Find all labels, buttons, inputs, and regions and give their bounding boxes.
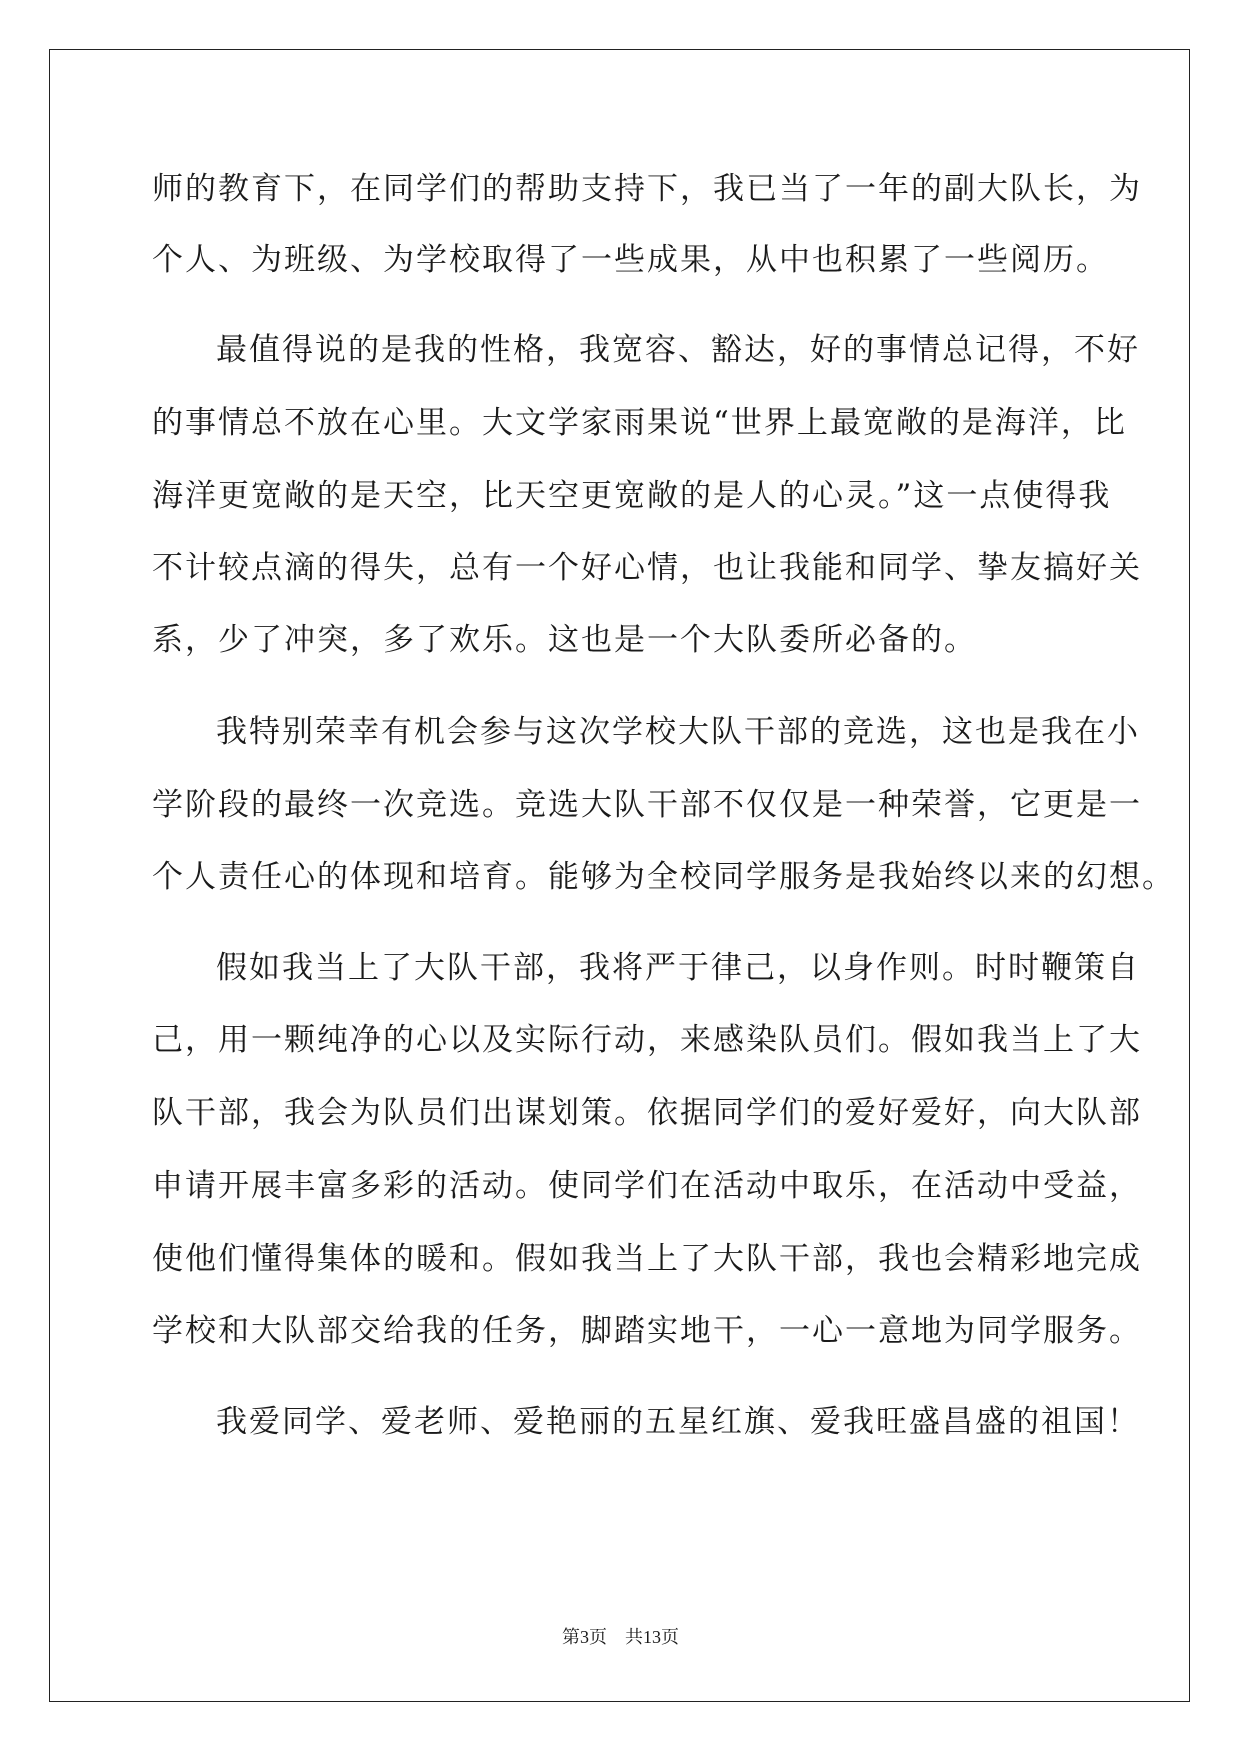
text-line: 的事情总不放在心里。大文学家雨果说“世界上最宽敞的是海洋，比 [152,405,1127,441]
paragraph-first-line: 我爱同学、爱老师、爱艳丽的五星红旗、爱我旺盛昌盛的祖国！ [216,1404,1140,1440]
text-line: 个人责任心的体现和培育。能够为全校同学服务是我始终以来的幻想。 [152,859,1175,895]
page-number: 第3页 共13页 [562,1627,679,1647]
text-line: 海洋更宽敞的是天空，比天空更宽敞的是人的心灵。”这一点使得我 [152,478,1112,514]
text-line: 队干部，我会为队员们出谋划策。依据同学们的爱好爱好，向大队部 [152,1095,1142,1131]
text-line: 师的教育下，在同学们的帮助支持下，我已当了一年的副大队长，为 [152,171,1142,207]
text-line: 学阶段的最终一次竞选。竞选大队干部不仅仅是一种荣誉，它更是一 [152,787,1142,823]
paragraph-first-line: 最值得说的是我的性格，我宽容、豁达，好的事情总记得，不好 [216,332,1140,368]
text-line: 不计较点滴的得失，总有一个好心情，也让我能和同学、挚友搞好关 [152,550,1142,586]
paragraph-first-line: 我特别荣幸有机会参与这次学校大队干部的竞选，这也是我在小 [216,714,1140,750]
text-line: 系，少了冲突，多了欢乐。这也是一个大队委所必备的。 [152,622,977,658]
text-line: 申请开展丰富多彩的活动。使同学们在活动中取乐，在活动中受益， [152,1168,1142,1204]
text-line: 使他们懂得集体的暖和。假如我当上了大队干部，我也会精彩地完成 [152,1241,1142,1277]
paragraph-first-line: 假如我当上了大队干部，我将严于律己，以身作则。时时鞭策自 [216,950,1140,986]
text-line: 学校和大队部交给我的任务，脚踏实地干，一心一意地为同学服务。 [152,1313,1142,1349]
text-line: 个人、为班级、为学校取得了一些成果，从中也积累了一些阅历。 [152,242,1109,278]
text-line: 己，用一颗纯净的心以及实际行动，来感染队员们。假如我当上了大 [152,1022,1142,1058]
